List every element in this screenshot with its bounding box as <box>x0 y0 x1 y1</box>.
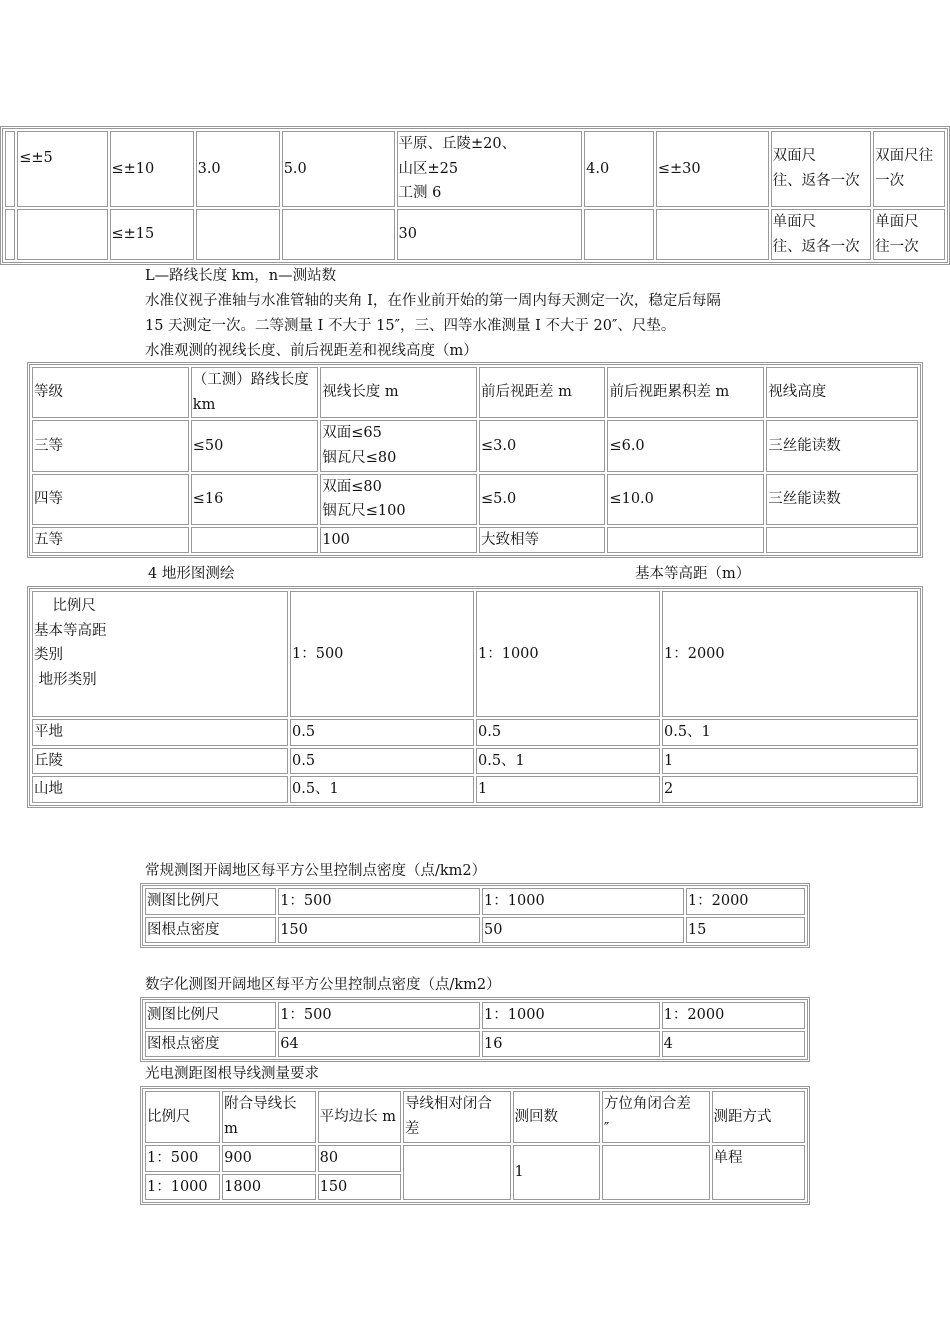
table6-merged-azimuth <box>602 1145 710 1200</box>
table2-row <box>32 474 918 525</box>
table4-cell: 50 <box>482 917 684 944</box>
table1-cell: ≤±30 <box>656 131 769 207</box>
table5-container <box>140 997 810 1062</box>
table2-cell: ≤6.0 <box>607 420 764 471</box>
table5-cell: 图根点密度 <box>145 1031 276 1058</box>
table4-cell: 1：1000 <box>482 888 684 915</box>
table1-cell <box>5 131 15 207</box>
section-4-title: 4 地形图测绘 <box>148 566 235 582</box>
table3-header-cell: 1：500 <box>290 591 474 717</box>
table6-header-cell: 方位角闭合差 ″ <box>602 1091 710 1143</box>
table2-cell: 三等 <box>32 420 189 471</box>
table2-cell: 三丝能读数 <box>766 420 918 471</box>
table2-header-cell: 视线长度 m <box>320 367 477 418</box>
table3-cell: 0.5 <box>290 748 474 775</box>
note-line-1: L—路线长度 km，n—测站数 <box>145 268 337 284</box>
table4-cell: 1：500 <box>278 888 480 915</box>
table1-cell: ≤±15 <box>110 209 194 260</box>
table2 <box>27 362 923 558</box>
table2-cell <box>607 527 764 554</box>
table2-cell: 五等 <box>32 527 189 554</box>
table6-header-cell: 测回数 <box>513 1091 600 1143</box>
table3-cell: 山地 <box>32 776 288 803</box>
table6-header-row <box>145 1091 805 1143</box>
table6-cell: 1800 <box>222 1174 315 1201</box>
table6-row <box>145 1145 805 1172</box>
table5-row <box>145 1031 805 1058</box>
table6-header-cell: 附合导线长 m <box>222 1091 315 1143</box>
table4-caption: 常规测图开阔地区每平方公里控制点密度（点/km2） <box>145 863 487 879</box>
table6-container <box>140 1086 810 1205</box>
table2-header-cell: 等级 <box>32 367 189 418</box>
table3-cell: 1 <box>476 776 660 803</box>
table6-caption: 光电测距图根导线测量要求 <box>145 1066 319 1082</box>
table4-container <box>140 883 810 948</box>
table3-header-cell: 1：1000 <box>476 591 660 717</box>
table1-cell <box>656 209 769 260</box>
table2-row <box>32 527 918 554</box>
table3-row <box>32 776 918 803</box>
table5-cell: 64 <box>278 1031 480 1058</box>
table4-cell: 150 <box>278 917 480 944</box>
table3 <box>27 586 923 808</box>
table3-row <box>32 748 918 775</box>
table1-cell: 单面尺 往、返各一次 <box>771 209 872 260</box>
table3-row <box>32 719 918 746</box>
table1-cell <box>196 209 280 260</box>
table2-cell: ≤5.0 <box>479 474 605 525</box>
table2-header-cell: 视线高度 <box>766 367 918 418</box>
table5-cell: 16 <box>482 1031 660 1058</box>
table3-header-row <box>32 591 918 717</box>
table1-cell: 30 <box>397 209 583 260</box>
table6-merged-rounds: 1 <box>513 1145 600 1200</box>
table3-cell: 2 <box>662 776 918 803</box>
table3-cell: 0.5、1 <box>476 748 660 775</box>
table6-cell: 900 <box>222 1145 315 1172</box>
table6-cell: 80 <box>318 1145 401 1172</box>
table2-cell: ≤3.0 <box>479 420 605 471</box>
table5 <box>140 997 810 1062</box>
table4-cell: 1：2000 <box>686 888 805 915</box>
table3-cell: 丘陵 <box>32 748 288 775</box>
table2-cell: 三丝能读数 <box>766 474 918 525</box>
table2-cell: ≤16 <box>191 474 318 525</box>
table2-cell: 四等 <box>32 474 189 525</box>
table5-cell: 4 <box>662 1031 805 1058</box>
table4 <box>140 883 810 948</box>
table4-cell: 测图比例尺 <box>145 888 276 915</box>
table5-cell: 1：500 <box>278 1002 480 1029</box>
table2-cell <box>191 527 318 554</box>
table1-cell: 4.0 <box>584 131 654 207</box>
table3-header-cell: 1：2000 <box>662 591 918 717</box>
table4-row <box>145 917 805 944</box>
table1-cell: 5.0 <box>282 131 395 207</box>
table2-header-row <box>32 367 918 418</box>
table1-row <box>5 209 945 260</box>
table4-cell: 图根点密度 <box>145 917 276 944</box>
table2-cell: 双面≤80 铟瓦尺≤100 <box>320 474 477 525</box>
table3-cell: 1 <box>662 748 918 775</box>
table6-header-cell: 导线相对闭合 差 <box>403 1091 511 1143</box>
table3-cell: 0.5 <box>476 719 660 746</box>
table1-cell: 双面尺往 一次 <box>873 131 945 207</box>
table2-cell: ≤10.0 <box>607 474 764 525</box>
table4-row <box>145 888 805 915</box>
table2-cell: 双面≤65 铟瓦尺≤80 <box>320 420 477 471</box>
table2-header-cell: 前后视距差 m <box>479 367 605 418</box>
table4-cell: 15 <box>686 917 805 944</box>
table3-container <box>27 586 923 808</box>
table2-container <box>27 362 923 558</box>
table1 <box>0 126 950 265</box>
table2-header-cell: 前后视距累积差 m <box>607 367 764 418</box>
table2-cell: ≤50 <box>191 420 318 471</box>
table5-cell: 1：1000 <box>482 1002 660 1029</box>
table2-cell: 100 <box>320 527 477 554</box>
table1-cell <box>5 209 15 260</box>
table5-caption: 数字化测图开阔地区每平方公里控制点密度（点/km2） <box>145 977 501 993</box>
table6-merged-closure <box>403 1145 511 1200</box>
table5-cell: 1：2000 <box>662 1002 805 1029</box>
table6-merged-method: 单程 <box>712 1145 805 1200</box>
table1-cell <box>584 209 654 260</box>
table1-cell: 3.0 <box>196 131 280 207</box>
table1-container <box>0 126 950 265</box>
table6-header-cell: 测距方式 <box>712 1091 805 1143</box>
table6 <box>140 1086 810 1205</box>
table1-cell: ≤±5 <box>17 131 107 207</box>
table6-cell: 1：1000 <box>145 1174 220 1201</box>
table6-header-cell: 比例尺 <box>145 1091 220 1143</box>
note-line-2: 水准仪视子准轴与水准管轴的夹角 I，在作业前开始的第一周内每天测定一次，稳定后每隔 <box>145 293 721 309</box>
table6-header-cell: 平均边长 m <box>318 1091 401 1143</box>
table3-corner-cell: 比例尺 基本等高距 类别 地形类别 <box>32 591 288 717</box>
table2-header-cell: （工测）路线长度 km <box>191 367 318 418</box>
table1-cell <box>282 209 395 260</box>
note-line-4: 水准观测的视线长度、前后视距差和视线高度（m） <box>145 343 478 359</box>
table2-row <box>32 420 918 471</box>
table2-cell: 大致相等 <box>479 527 605 554</box>
table1-cell: 双面尺 往、返各一次 <box>771 131 872 207</box>
table6-cell: 1：500 <box>145 1145 220 1172</box>
table5-cell: 测图比例尺 <box>145 1002 276 1029</box>
table5-row <box>145 1002 805 1029</box>
table3-cell: 平地 <box>32 719 288 746</box>
table1-cell: 单面尺 往一次 <box>873 209 945 260</box>
table1-cell: 平原、丘陵±20、 山区±25 工测 6 <box>397 131 583 207</box>
table1-row <box>5 131 945 207</box>
note-line-3: 15 天测定一次。二等测量 I 不大于 15″，三、四等水准测量 I 不大于 20″、尺垫。 <box>145 318 676 334</box>
table1-cell <box>17 209 107 260</box>
table3-cell: 0.5 <box>290 719 474 746</box>
table6-cell: 150 <box>318 1174 401 1201</box>
table3-cell: 0.5、1 <box>290 776 474 803</box>
table1-cell: ≤±10 <box>110 131 194 207</box>
table2-cell <box>766 527 918 554</box>
table3-cell: 0.5、1 <box>662 719 918 746</box>
section-4-subtitle: 基本等高距（m） <box>635 566 751 582</box>
